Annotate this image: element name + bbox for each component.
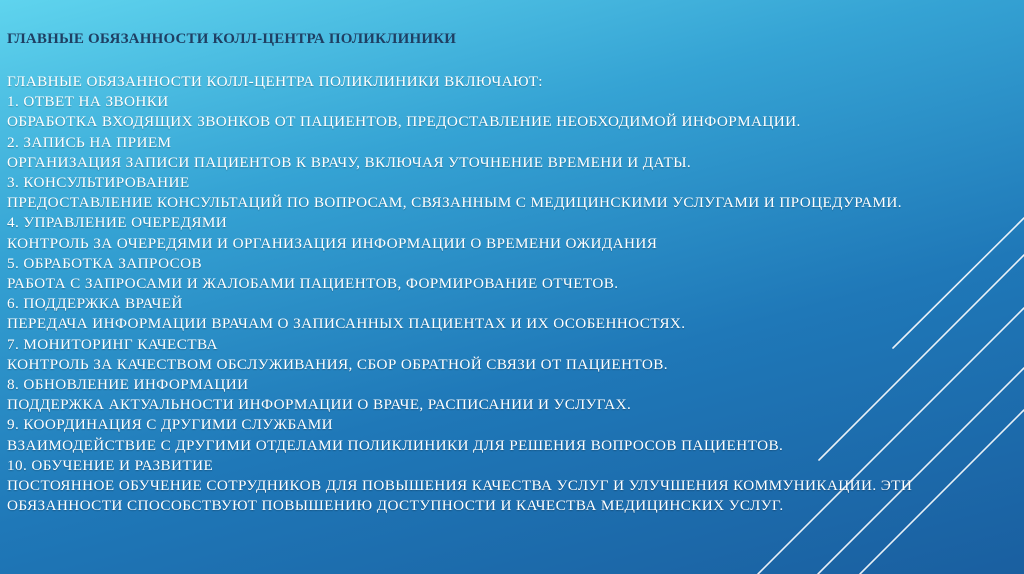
item-heading: 2. ЗАПИСЬ НА ПРИЕМ	[7, 133, 172, 151]
intro-text: ГЛАВНЫЕ ОБЯЗАННОСТИ КОЛЛ-ЦЕНТРА ПОЛИКЛИНИКИ ВКЛЮЧАЮТ:	[7, 73, 543, 90]
item-description: ПОСТОЯННОЕ ОБУЧЕНИЕ СОТРУДНИКОВ ДЛЯ ПОВЫШЕНИЯ КАЧЕСТВА УСЛУГ И УЛУЧШЕНИЯ КОММУНИКАЦИИ. ЭТИ	[7, 477, 913, 495]
item-heading: 4. УПРАВЛЕНИЕ ОЧЕРЕДЯМИ	[7, 214, 228, 232]
item-heading: 5. ОБРАБОТКА ЗАПРОСОВ	[7, 254, 203, 272]
closing-text: ОБЯЗАННОСТИ СПОСОБСТВУЮТ ПОВЫШЕНИЮ ДОСТУПНОСТИ И КАЧЕСТВА МЕДИЦИНСКИХ УСЛУГ.	[7, 497, 784, 515]
item-heading: 10. ОБУЧЕНИЕ И РАЗВИТИЕ	[7, 456, 214, 474]
item-description: ВЗАИМОДЕЙСТВИЕ С ДРУГИМИ ОТДЕЛАМИ ПОЛИКЛИНИКИ ДЛЯ РЕШЕНИЯ ВОПРОСОВ ПАЦИЕНТОВ.	[7, 436, 784, 454]
item-description: КОНТРОЛЬ ЗА ОЧЕРЕДЯМИ И ОРГАНИЗАЦИЯ ИНФОРМАЦИИ О ВРЕМЕНИ ОЖИДАНИЯ	[7, 234, 658, 252]
item-description: ПОДДЕРЖКА АКТУАЛЬНОСТИ ИНФОРМАЦИИ О ВРАЧЕ, РАСПИСАНИИ И УСЛУГАХ.	[7, 396, 632, 414]
slide-body	[7, 72, 1017, 516]
item-description: ОБРАБОТКА ВХОДЯЩИХ ЗВОНКОВ ОТ ПАЦИЕНТОВ, ПРЕДОСТАВЛЕНИЕ НЕОБХОДИМОЙ ИНФОРМАЦИИ.	[7, 113, 801, 131]
item-heading: 3. КОНСУЛЬТИРОВАНИЕ	[7, 174, 190, 192]
item-description: ПРЕДОСТАВЛЕНИЕ КОНСУЛЬТАЦИЙ ПО ВОПРОСАМ, СВЯЗАННЫМ С МЕДИЦИНСКИМИ УСЛУГАМИ И ПРОЦЕДУРАМИ.	[7, 194, 902, 212]
slide-title: ГЛАВНЫЕ ОБЯЗАННОСТИ КОЛЛ-ЦЕНТРА ПОЛИКЛИНИКИ	[7, 31, 457, 47]
item-description: РАБОТА С ЗАПРОСАМИ И ЖАЛОБАМИ ПАЦИЕНТОВ, ФОРМИРОВАНИЕ ОТЧЕТОВ.	[7, 275, 619, 293]
item-heading: 1. ОТВЕТ НА ЗВОНКИ	[7, 93, 169, 111]
item-heading: 8. ОБНОВЛЕНИЕ ИНФОРМАЦИИ	[7, 376, 249, 394]
item-heading: 7. МОНИТОРИНГ КАЧЕСТВА	[7, 335, 218, 353]
item-heading: 6. ПОДДЕРЖКА ВРАЧЕЙ	[7, 295, 183, 313]
item-description: КОНТРОЛЬ ЗА КАЧЕСТВОМ ОБСЛУЖИВАНИЯ, СБОР ОБРАТНОЙ СВЯЗИ ОТ ПАЦИЕНТОВ.	[7, 355, 669, 373]
item-description: ПЕРЕДАЧА ИНФОРМАЦИИ ВРАЧАМ О ЗАПИСАННЫХ ПАЦИЕНТАХ И ИХ ОСОБЕННОСТЯХ.	[7, 315, 686, 333]
item-description: ОРГАНИЗАЦИЯ ЗАПИСИ ПАЦИЕНТОВ К ВРАЧУ, ВКЛЮЧАЯ УТОЧНЕНИЕ ВРЕМЕНИ И ДАТЫ.	[7, 153, 692, 171]
item-heading: 9. КООРДИНАЦИЯ С ДРУГИМИ СЛУЖБАМИ	[7, 416, 334, 434]
